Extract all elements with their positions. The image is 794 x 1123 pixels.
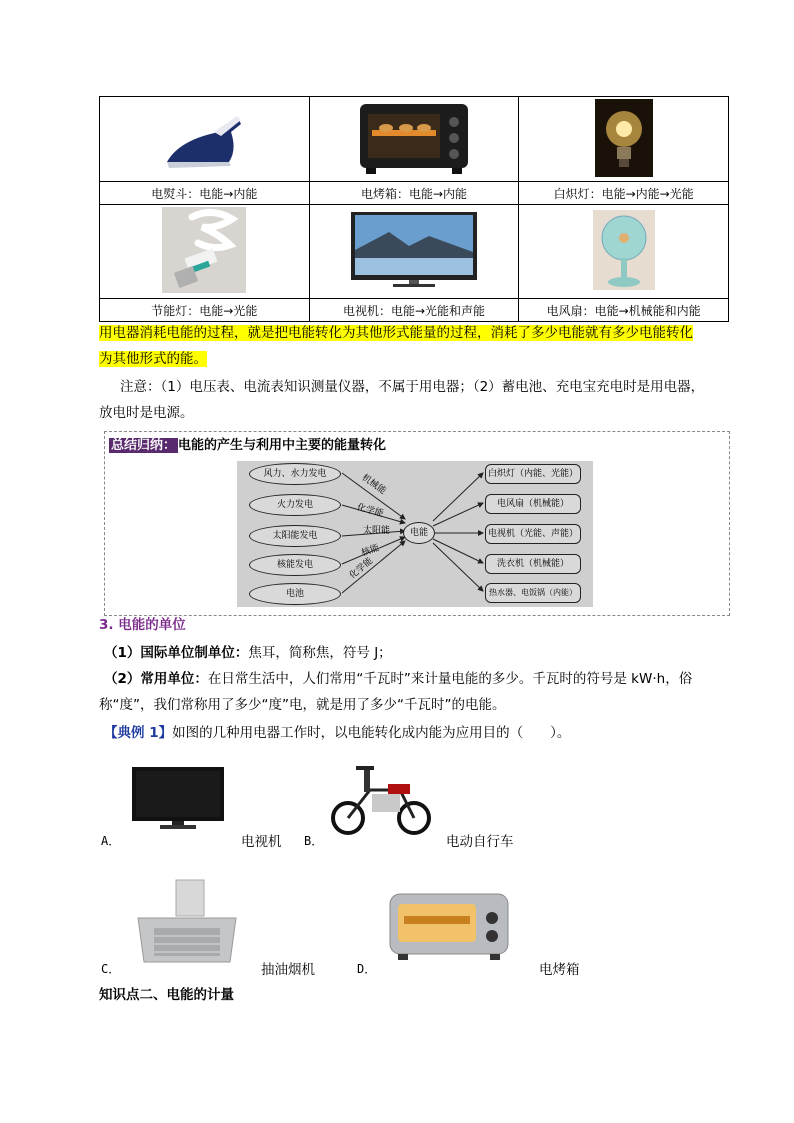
summary-box	[104, 431, 730, 616]
summary-title	[109, 434, 386, 453]
energy-saving-lamp-image	[162, 207, 246, 293]
unit-item-1: （1）国际单位制单位：焦耳，简称焦，符号 J；	[104, 645, 392, 661]
summary-tag: 总结归纳：	[111, 438, 177, 453]
option-c-letter: C．	[101, 962, 121, 976]
oven-caption: 电烤箱：电能→内能	[309, 182, 519, 205]
option-d-oven-image	[388, 890, 512, 962]
option-c-range-hood-image	[134, 878, 240, 966]
center-electric-energy: 电能	[403, 522, 435, 544]
unit-item-2: （2）常用单位：在日常生活中，人们常用“千瓦时”来计量电能的多少。千瓦时的符号是 kW·h，俗	[104, 671, 693, 687]
iron-image-cell	[100, 97, 310, 182]
source-thermal: 火力发电	[249, 494, 341, 516]
use-washer: 洗衣机（机械能）	[485, 554, 581, 574]
energy-conversion-diagram	[237, 461, 593, 607]
source-solar: 太阳能发电	[249, 525, 341, 547]
iron-image	[159, 102, 249, 174]
option-b-label: 电动自行车	[446, 834, 514, 850]
knowledge-point-2: 知识点二、电能的计量	[99, 987, 234, 1003]
option-d-letter: D．	[357, 962, 377, 976]
option-d-label: 电烤箱	[539, 962, 580, 978]
cfl-image-cell	[100, 205, 310, 299]
tv-caption: 电视机：电能→光能和声能	[309, 299, 519, 322]
option-c-label: 抽油烟机	[261, 962, 315, 978]
section-3-heading: 3. 电能的单位	[99, 617, 186, 633]
source-wind-hydro: 风力、水力发电	[249, 463, 341, 485]
arrow-label-chemical-1: 化学能	[355, 502, 385, 520]
use-heater-cooker: 热水器、电饭锅（内能）	[485, 583, 581, 603]
option-a-letter: A．	[101, 834, 121, 848]
tv-image	[349, 210, 479, 290]
bulb-image-cell	[519, 97, 729, 182]
use-tv: 电视机（光能、声能）	[485, 524, 581, 544]
summary-heading: 电能的产生与利用中主要的能量转化	[178, 438, 387, 453]
arrow-label-chemical-2: 化学能	[347, 556, 376, 582]
option-a-label: 电视机	[241, 834, 282, 850]
arrow-label-mechanical: 机械能	[359, 472, 388, 497]
arrow-label-nuclear: 核能	[360, 543, 381, 559]
source-nuclear: 核能发电	[249, 554, 341, 576]
oven-image	[358, 100, 470, 176]
arrow-label-solar: 太阳能	[363, 526, 391, 536]
option-b-letter: B．	[304, 834, 324, 848]
cfl-caption: 节能灯：电能→光能	[100, 299, 310, 322]
oven-image-cell	[309, 97, 519, 182]
iron-caption: 电熨斗：电能→内能	[100, 182, 310, 205]
example-1: 【典例 1】如图的几种用电器工作时，以电能转化成内能为应用目的（ ）。	[104, 725, 571, 741]
option-b-ebike-image	[330, 760, 434, 838]
electric-fan-image	[593, 210, 655, 290]
fan-image-cell	[519, 205, 729, 299]
note-line-1: 注意：（1）电压表、电流表知识测量仪器，不属于用电器；（2）蓄电池、充电宝充电时是用电器，	[120, 379, 705, 395]
highlight-line-2: 为其他形式的能。	[99, 351, 207, 367]
use-fan: 电风扇（机械能）	[485, 494, 581, 514]
bulb-caption: 白炽灯：电能→内能→光能	[519, 182, 729, 205]
appliance-table	[99, 96, 729, 322]
source-battery: 电池	[249, 583, 341, 605]
highlight-line-1: 用电器消耗电能的过程，就是把电能转化为其他形式能量的过程，消耗了多少电能就有多少电能转化	[99, 325, 693, 341]
tv-image-cell	[309, 205, 519, 299]
option-a-tv-image	[130, 765, 226, 831]
note-line-2: 放电时是电源。	[99, 405, 194, 421]
fan-caption: 电风扇：电能→机械能和内能	[519, 299, 729, 322]
unit-item-2-cont: 称“度”，我们常称用了多少“度”电，就是用了多少“千瓦时”的电能。	[99, 697, 506, 713]
incandescent-bulb-image	[595, 99, 653, 177]
use-incandescent: 白炽灯（内能、光能）	[485, 464, 581, 484]
